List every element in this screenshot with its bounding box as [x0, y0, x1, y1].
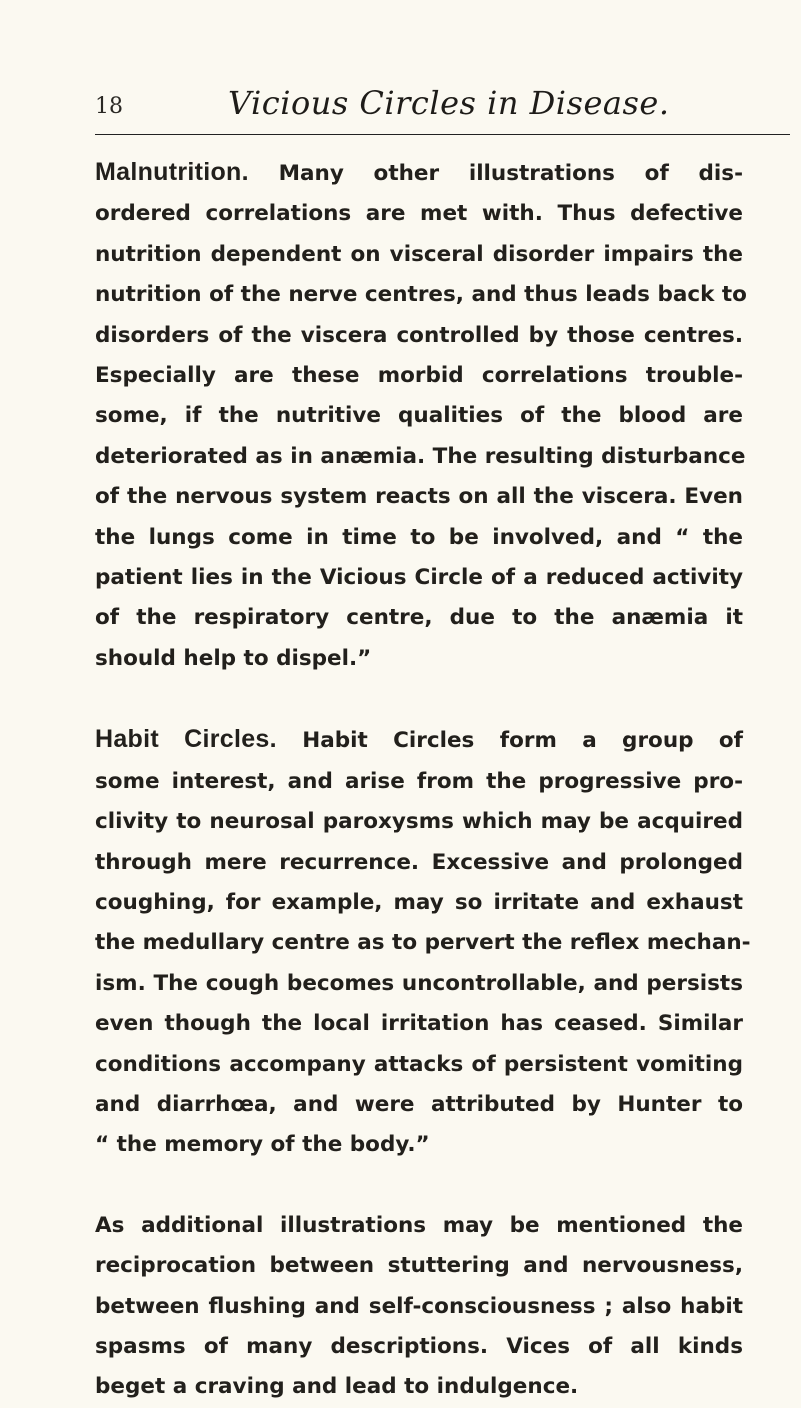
- text-line: spasms of many descriptions. Vices of all kinds: [95, 1333, 743, 1359]
- text-line: through mere recurrence. Excessive and prolonged: [95, 849, 743, 875]
- text-line: of the nervous system reacts on all the viscera. Even: [95, 484, 743, 510]
- text-line: should help to dispel.”: [95, 645, 372, 671]
- text-line: even though the local irritation has ceased. Similar: [95, 1011, 743, 1037]
- body-text: [95, 152, 751, 1408]
- running-title: Vicious Circles in Disease.: [228, 84, 670, 122]
- text-line: the medullary centre as to pervert the reflex mechan-: [95, 930, 751, 956]
- text-line: patient lies in the Vicious Circle of a reduced activity: [95, 565, 743, 591]
- text-line: conditions accompany attacks of persistent vomiting: [95, 1051, 743, 1077]
- text-line: some, if the nutritive qualities of the blood are: [95, 403, 743, 429]
- text-line: nutrition dependent on visceral disorder impairs the: [95, 241, 743, 267]
- running-head: [95, 84, 790, 135]
- text-line: Malnutrition. Many other illustrations of dis-: [95, 158, 743, 186]
- text-line: nutrition of the nerve centres, and thus leads back to: [95, 282, 747, 308]
- text-line: reciprocation between stuttering and nervousness,: [95, 1253, 743, 1279]
- text-line: ordered correlations are met with. Thus defective: [95, 201, 743, 227]
- paragraph-habit-circles: [95, 719, 751, 1165]
- text-line: As additional illustrations may be mentioned the: [95, 1212, 743, 1238]
- text-line: ism. The cough becomes uncontrollable, and persists: [95, 970, 743, 996]
- text-line: clivity to neurosal paroxysms which may be acquired: [95, 809, 743, 835]
- text-line: between flushing and self-consciousness ; also habit: [95, 1293, 743, 1319]
- paragraph-malnutrition: [95, 152, 747, 679]
- text-line: beget a craving and lead to indulgence.: [95, 1374, 579, 1400]
- text-line: Habit Circles. Habit Circles form a group of: [95, 725, 744, 754]
- text-line: “ the memory of the body.”: [95, 1132, 430, 1158]
- text-line: disorders of the viscera controlled by those centres.: [95, 322, 743, 348]
- section-heading: Malnutrition.: [95, 158, 249, 186]
- text-line: some interest, and arise from the progressive pro-: [95, 768, 743, 794]
- paragraph-additional-illustrations: [95, 1206, 743, 1408]
- text-line: the lungs come in time to be involved, and “ the: [95, 524, 743, 550]
- text-line: Especially are these morbid correlations trouble-: [95, 363, 743, 389]
- section-heading: Habit Circles.: [95, 725, 277, 754]
- text-line: deteriorated as in anæmia. The resulting disturbance: [95, 443, 746, 469]
- text-line: and diarrhœa, and were attributed by Hunter to: [95, 1091, 743, 1117]
- page-number: 18: [95, 94, 123, 119]
- text-line: coughing, for example, may so irritate and exhaust: [95, 889, 743, 915]
- text-line: of the respiratory centre, due to the anæmia it: [95, 605, 743, 631]
